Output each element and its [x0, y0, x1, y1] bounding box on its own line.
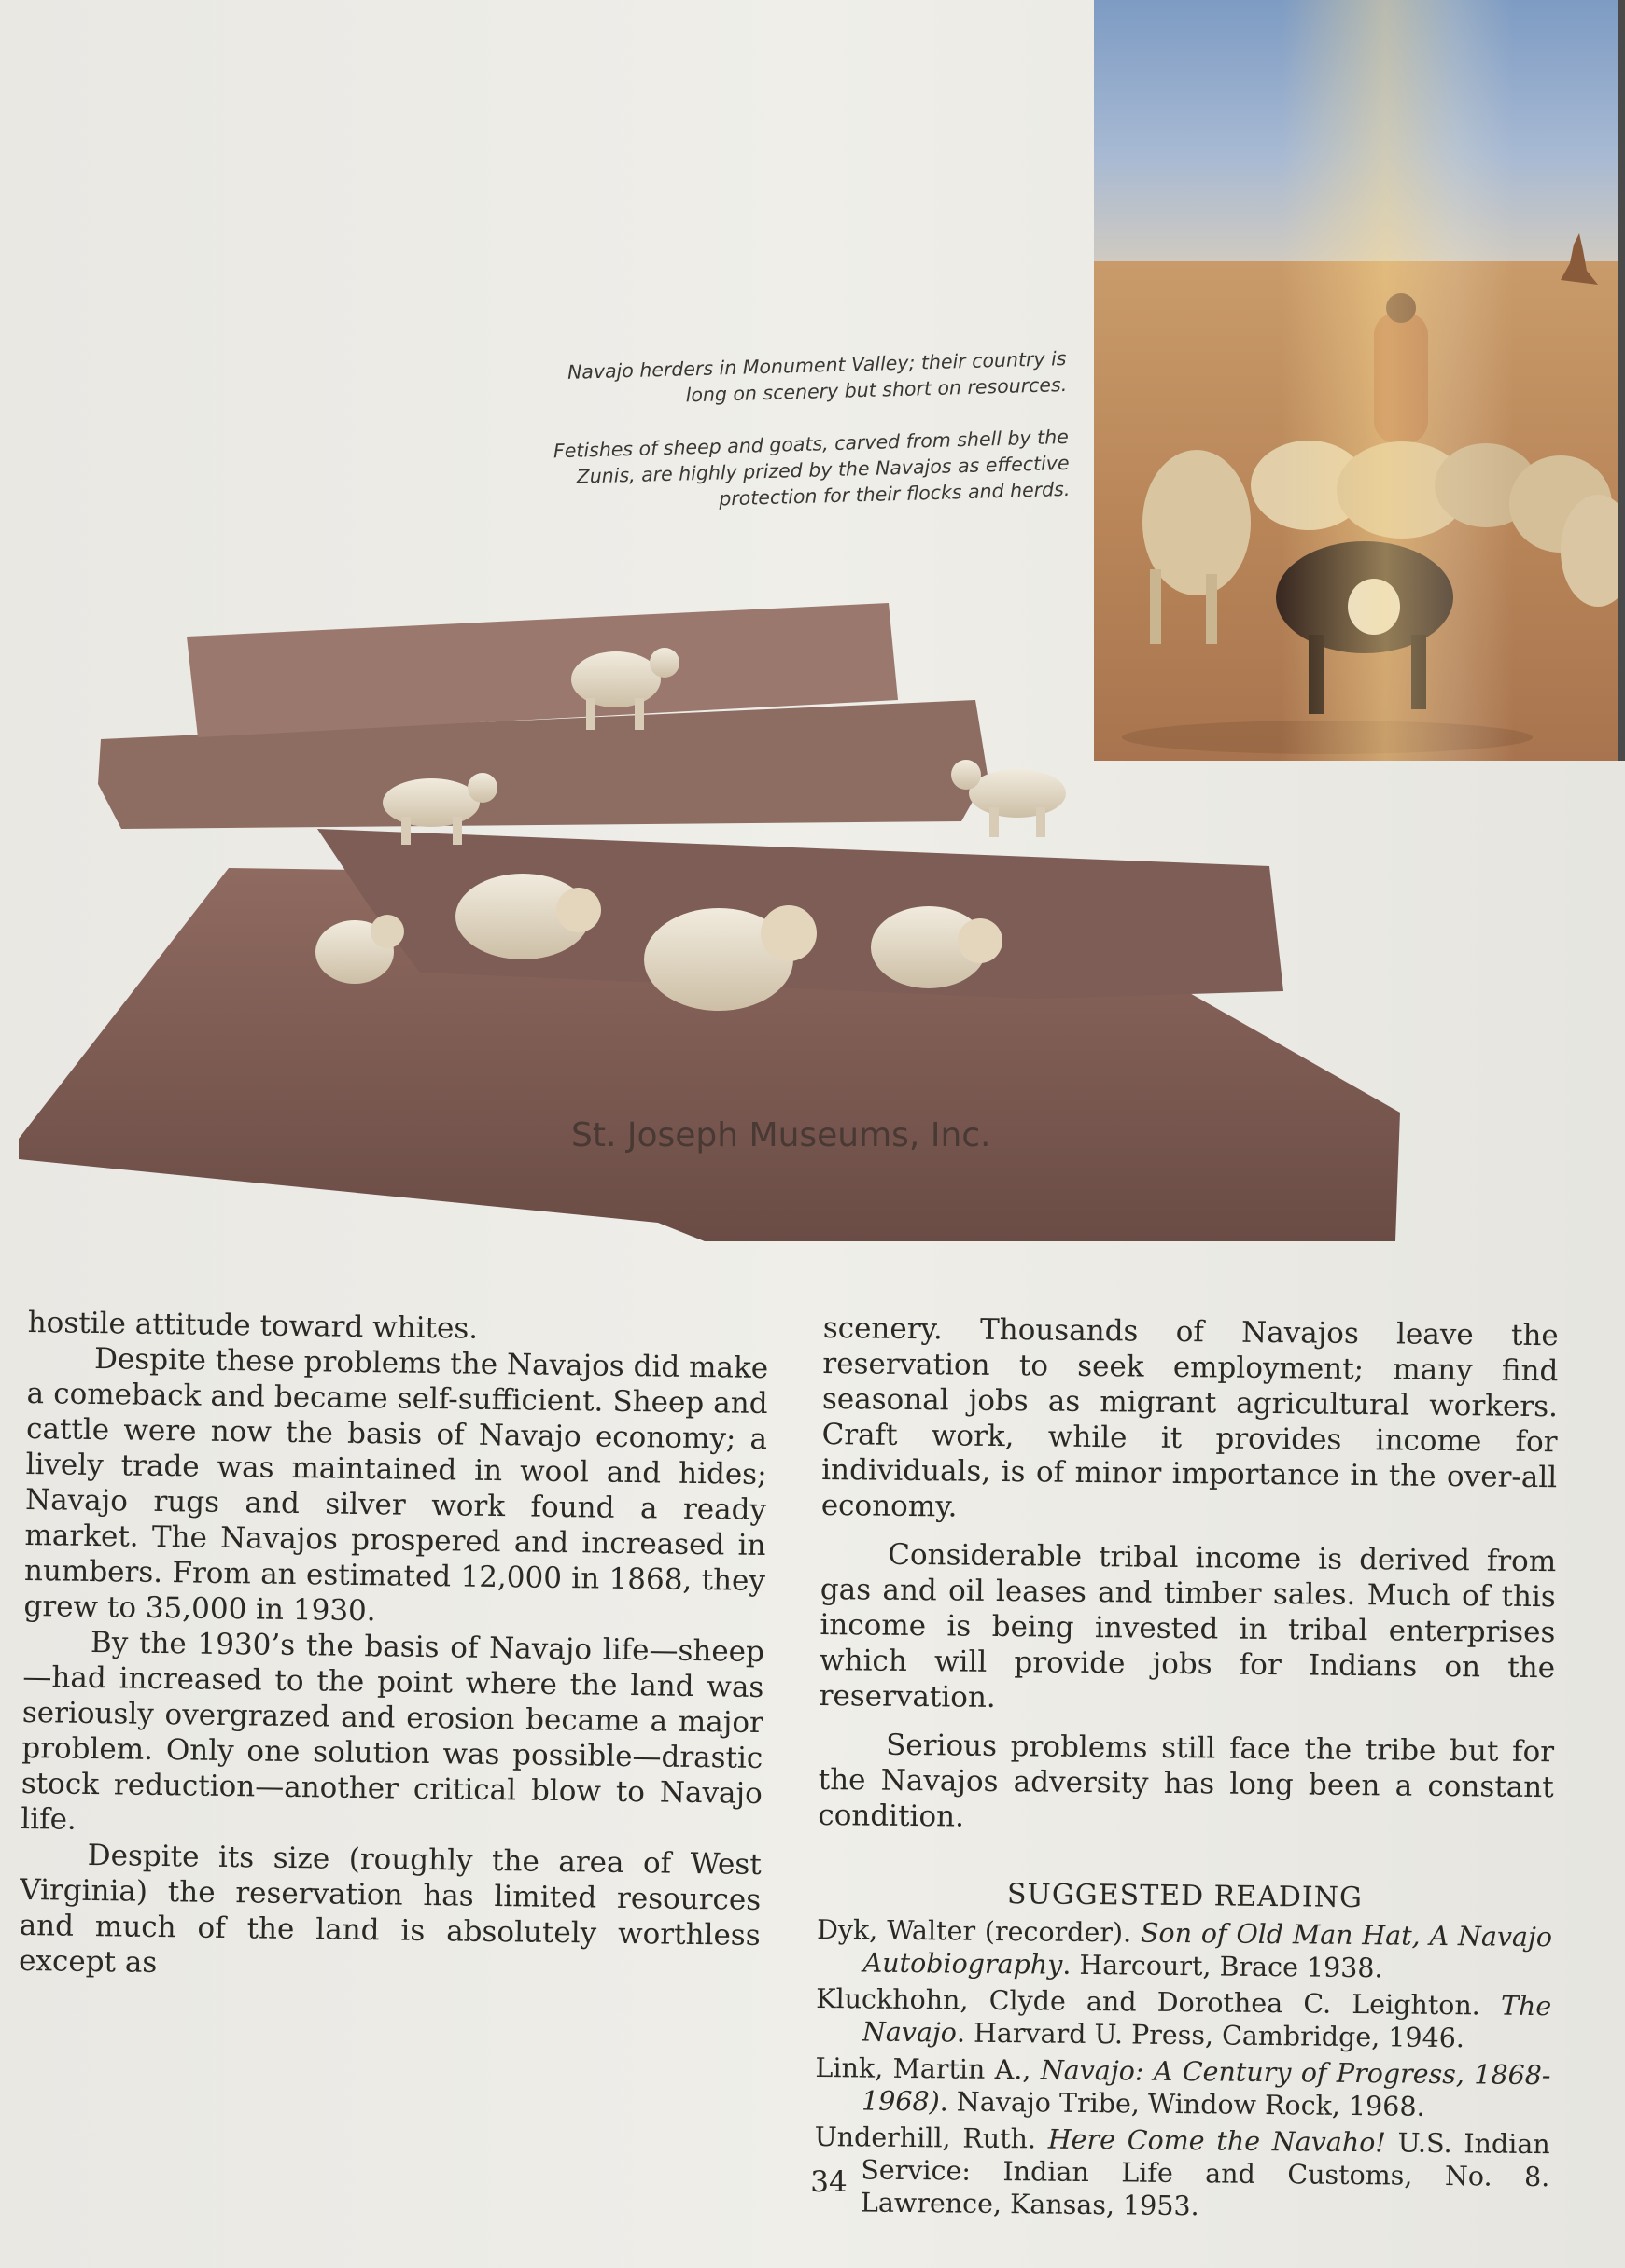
suggested-reading-title: SUGGESTED READING [1006, 1878, 1364, 1915]
herders-caption: Navajo herders in Monument Valley; their country is long on scenery but short on resources. [567, 346, 1068, 407]
paragraph: Despite these problems the Navajos did make a comeback and became self-sufficient. Sheep and cattle were now the basis of Navajo economy; a lively trade was maintained in wool and hides; Navajo rugs and silver work found a ready market. The Navajos prospered and increased in numbers. From an estimated 12,000 in 1868, they grew to 35,000 in 1930. [23, 1342, 769, 1629]
suggested-reading [814, 1876, 1553, 2226]
reference-entry: Kluckhohn, Clyde and Dorothea C. Leighton. The Navajo. Harvard U. Press, Cambridge, 1946. [816, 1982, 1552, 2054]
paragraph: Despite its size (roughly the area of West Virginia) the reservation has limited resources and much of the land is absolutely worthless except as [18, 1838, 762, 1980]
paragraph: By the 1930’s the basis of Navajo life—sheep—had increased to the point where the land was seriously overgrazed and erosion became a major problem. Only one solution was possible—drastic stock reduction—another critical blow to Navajo life. [21, 1625, 765, 1837]
shell-goat-fetish [383, 778, 480, 827]
paragraph: hostile attitude toward whites. [27, 1305, 479, 1346]
right-text-column [814, 1310, 1559, 2226]
reference-entry: Underhill, Ruth. Here Come the Navaho! U.S. Indian Service: Indian Life and Customs, No. 8. Lawrence, Kansas, 1953. [814, 2121, 1550, 2222]
paragraph: Serious problems still face the tribe but for the Navajos adversity has long been a constant condition. [818, 1728, 1555, 1834]
paragraph: Considerable tribal income is derived from gas and oil leases and timber sales. Much of this income is being invested in tribal enterprises which will provide jobs for Indians on the reservation. [819, 1537, 1557, 1715]
shell-goat-fetish [969, 769, 1066, 818]
reference-entry: Dyk, Walter (recorder). Son of Old Man Hat, A Navajo Autobiography. Harcourt, Brace 1938. [816, 1913, 1553, 1984]
watermark: St. Joseph Museums, Inc. [571, 1116, 991, 1155]
page-edge [1618, 0, 1625, 761]
left-text-column [19, 1305, 769, 1989]
fetishes-caption: Fetishes of sheep and goats, carved from shell by the Zunis, are highly prized by the Navajos as effective protection for their flocks and herds. [553, 425, 1071, 511]
page-number: 34 [810, 2165, 848, 2199]
rock-spire [1561, 233, 1598, 285]
photo-captions [523, 345, 1070, 517]
paragraph: scenery. Thousands of Navajos leave the reservation to seek employment; many find seasonal jobs as migrant agricultural workers. Craft work, while it provides income for individuals, is of minor importance in the over-all economy. [820, 1311, 1559, 1524]
shell-goat-fetish [571, 651, 661, 707]
reference-entry: Link, Martin A., Navajo: A Century of Progress, 1868-1968). Navajo Tribe, Window Rock, 1968. [815, 2051, 1551, 2122]
